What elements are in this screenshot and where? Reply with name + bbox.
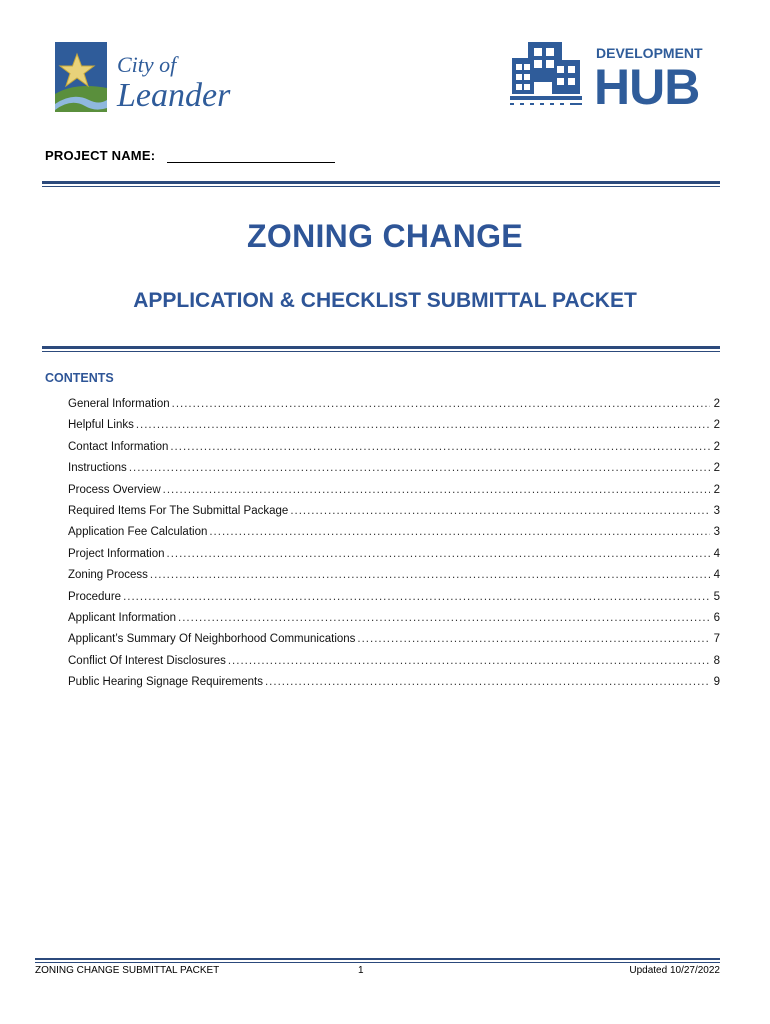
toc-entry[interactable] (68, 505, 720, 526)
toc-entry-title: Application Fee Calculation (68, 526, 208, 539)
development-hub-logo (508, 40, 708, 110)
table-of-contents (68, 398, 720, 697)
toc-entry-page: 5 (713, 590, 720, 603)
toc-entry-page: 9 (713, 676, 720, 689)
project-name-row (45, 143, 335, 163)
toc-entry-title: Zoning Process (68, 569, 148, 582)
footer-page-number: 1 (358, 965, 364, 976)
footer-updated-date: Updated 10/27/2022 (629, 965, 720, 976)
toc-entry-title: Helpful Links (68, 419, 134, 432)
toc-entry-page: 6 (713, 611, 720, 624)
toc-entry-title: Procedure (68, 590, 122, 603)
toc-entry-page: 2 (713, 398, 720, 410)
toc-entry[interactable] (68, 526, 720, 547)
toc-entry-title: General Information (68, 398, 170, 410)
toc-entry-page: 8 (713, 654, 720, 667)
document-subtitle: APPLICATION & CHECKLIST SUBMITTAL PACKET (133, 289, 637, 312)
project-name-field[interactable] (167, 148, 335, 163)
toc-entry[interactable] (68, 419, 720, 440)
toc-entry[interactable] (68, 398, 720, 419)
toc-entry-title: Instructions (68, 462, 127, 475)
hub-logo-line2: HUB (594, 59, 700, 110)
toc-entry[interactable] (68, 591, 720, 612)
toc-entry-title: Project Information (68, 547, 165, 560)
footer-document-name: ZONING CHANGE SUBMITTAL PACKET (35, 965, 220, 976)
hub-logo-line1: DEVELOPMENT (596, 45, 703, 61)
toc-entry-page: 2 (713, 462, 720, 475)
header-divider (42, 181, 720, 187)
toc-entry[interactable] (68, 484, 720, 505)
toc-entry-title: Process Overview (68, 483, 161, 496)
toc-entry-page: 4 (713, 547, 720, 560)
toc-entry[interactable] (68, 676, 720, 697)
city-logo-line2: Leander (117, 77, 231, 114)
footer-divider (35, 958, 720, 963)
toc-entry-page: 2 (713, 483, 720, 496)
city-of-leander-logo (55, 42, 260, 114)
toc-entry-title: Contact Information (68, 440, 169, 453)
toc-entry-page: 3 (713, 526, 720, 539)
city-logo-line1: City of (117, 52, 177, 77)
toc-entry-page: 3 (713, 504, 720, 517)
toc-entry[interactable] (68, 548, 720, 569)
project-name-label: PROJECT NAME: (45, 148, 156, 163)
toc-entry-title: Conflict Of Interest Disclosures (68, 654, 226, 667)
toc-entry[interactable] (68, 462, 720, 483)
toc-entry-title: Applicant Information (68, 611, 177, 624)
toc-entry-page: 2 (713, 440, 720, 453)
toc-entry-page: 2 (713, 419, 720, 432)
toc-entry-title: Required Items For The Submittal Package (68, 504, 289, 517)
toc-entry[interactable] (68, 612, 720, 633)
toc-entry[interactable] (68, 655, 720, 676)
contents-heading: CONTENTS (45, 371, 114, 385)
toc-entry[interactable] (68, 633, 720, 654)
toc-entry[interactable] (68, 441, 720, 462)
document-title: ZONING CHANGE (247, 218, 523, 254)
toc-entry[interactable] (68, 569, 720, 590)
toc-entry-page: 7 (713, 633, 720, 646)
toc-entry-title: Public Hearing Signage Requirements (68, 676, 263, 689)
toc-entry-page: 4 (713, 569, 720, 582)
title-divider (42, 346, 720, 352)
toc-entry-title: Applicant’s Summary Of Neighborhood Communications (68, 633, 356, 646)
